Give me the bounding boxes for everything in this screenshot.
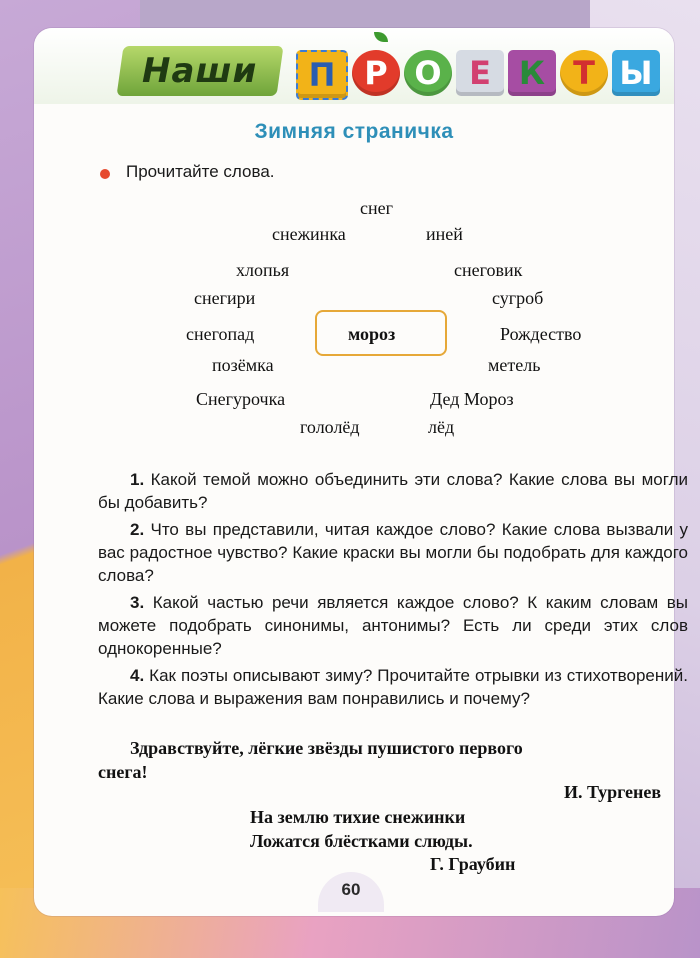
word-item: метель [488,355,541,375]
letter-tile: П [296,50,348,100]
question-text: Как поэты описывают зиму? Прочитайте отрывки из стихотворений. Какие слова и выражения вам понравились и почему? [98,666,688,708]
word-item: сугроб [492,288,544,308]
bullet-icon [100,169,110,179]
word-item: Дед Мороз [430,389,514,409]
question-text: Какой темой можно объединить эти слова? Какие слова вы могли бы добавить? [98,470,688,512]
header-word-nashi-text: Наши [142,51,258,91]
letter-tile: Ы [612,50,660,96]
question-2 [98,518,688,587]
word-item: снежинка [272,224,346,244]
poem-1-line-1: Здравствуйте, лёгкие звёзды пушистого первого [130,738,523,758]
letter-tile: Т [560,50,608,96]
poem-2-author: Г. Граубин [430,854,516,874]
poem-1-author: И. Тургенев [564,782,662,802]
header [34,28,674,108]
poem-1-line-2: снега! [98,762,148,782]
page-number: 60 [341,880,361,899]
letter-tile: Е [456,50,504,96]
question-number: 3. [130,593,145,612]
question-3 [98,591,688,660]
question-4 [98,664,688,710]
word-item: лёд [428,417,455,437]
word-item: иней [426,224,463,244]
header-word-nashi [116,46,283,96]
header-letter-tiles [296,50,660,98]
word-item: гололёд [300,417,360,437]
poem-2-line-1: На землю тихие снежинки [250,807,466,827]
word-item: хлопья [236,260,290,280]
question-number: 2. [130,520,145,539]
word-item: Снегурочка [196,389,286,409]
letter-tile: К [508,50,556,96]
instruction-text: Прочитайте слова. [126,162,275,181]
section-title: Зимняя страничка [254,120,454,143]
word-item: снегопад [186,324,255,344]
word-item: Рождество [500,324,582,344]
poem-2-line-2: Ложатся блёстками слюды. [250,831,473,851]
word-item: снегири [194,288,256,308]
question-number: 4. [130,666,145,685]
word-item: снег [360,198,393,218]
word-item: позёмка [212,355,274,375]
letter-tile: О [404,50,452,96]
question-text: Какой частью речи является каждое слово? К каким словам вы можете подобрать синонимы, антонимы? Есть ли среди этих слов однокоренные? [98,593,688,658]
letter-tile: Р [352,50,400,96]
question-text: Что вы представили, читая каждое слово? Какие слова вызвали у вас радостное чувство? Какие краски вы могли бы подобрать для каждого слова? [98,520,688,585]
word-item-highlighted: мороз [348,324,396,344]
question-1 [98,468,688,514]
question-number: 1. [130,470,145,489]
word-item: снеговик [454,260,523,280]
page-sheet [34,28,688,916]
